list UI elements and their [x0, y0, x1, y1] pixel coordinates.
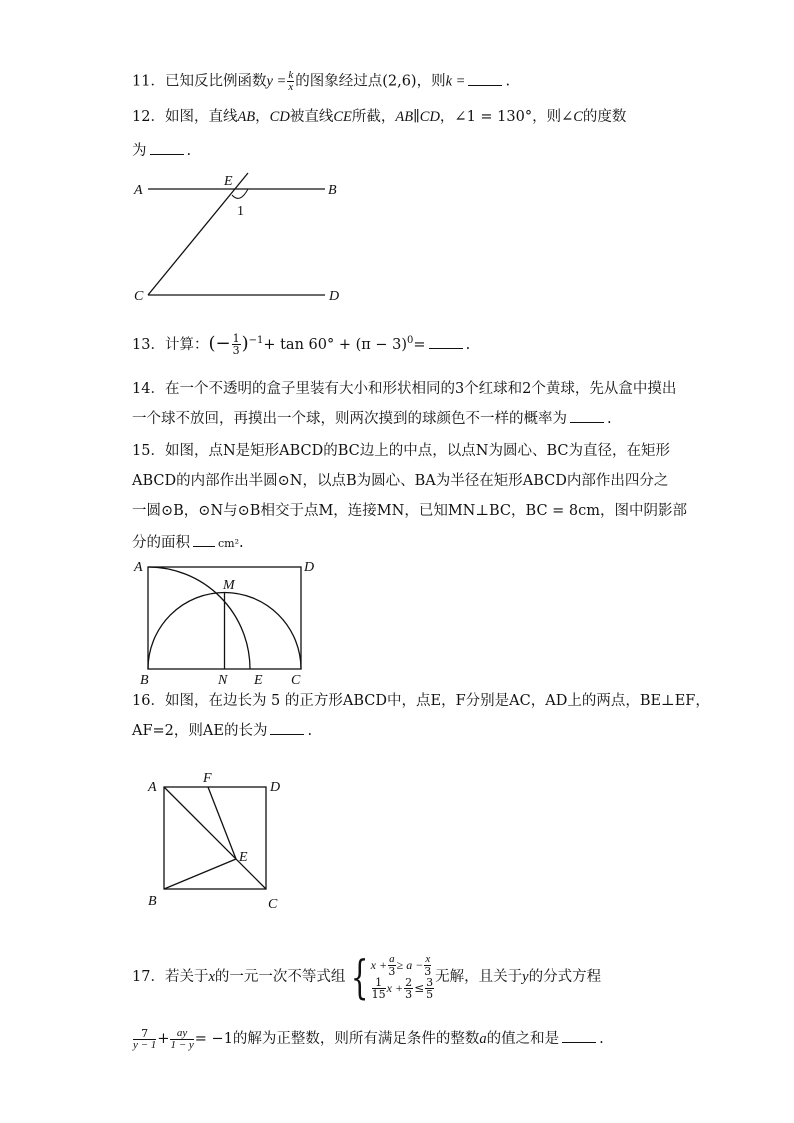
q17-frac-1-15	[372, 977, 386, 1000]
q16-line-1: 如图，在边长为 5 的正方形ABCD中，点E，F分别是AC，AD上的两点，BE⊥EF，	[164, 693, 710, 709]
q17-row-1	[371, 954, 436, 977]
q13-expr-b: )	[241, 332, 249, 354]
question-15-line-3	[132, 500, 687, 522]
q17-frac-a3	[388, 954, 396, 977]
q15-number: 15．	[132, 443, 165, 459]
figure-12	[128, 168, 358, 308]
q12-period: .	[186, 143, 192, 159]
q14-line-1: 在一个不透明的盒子里装有大小和形状相同的3个红球和2个黄球，先从盒中摸出	[164, 381, 677, 397]
q12-text-1: 如图，直线	[164, 109, 238, 125]
q13-expr-c: + tan 60° + (π − 3)	[263, 336, 408, 353]
figure-15	[130, 558, 325, 686]
q11-text-1: 已知反比例函数	[164, 73, 267, 90]
q13-frac-den: 3	[232, 344, 240, 358]
q17-frac-3-5	[425, 977, 434, 1000]
q12-angle-1: ∠1 = 130°	[454, 109, 533, 125]
label-b: B	[148, 894, 157, 909]
q17-frac-3c: 3	[405, 988, 413, 1001]
q12-answer-blank[interactable]	[150, 140, 184, 155]
label-f: F	[203, 771, 212, 786]
q14-answer-blank[interactable]	[570, 408, 604, 423]
question-12	[132, 106, 626, 128]
q15-period: .	[239, 535, 244, 551]
q12-parallel: AB∥CD	[395, 109, 440, 125]
q17-frac-ay-num: ay	[170, 1028, 193, 1040]
q14-number: 14．	[132, 381, 165, 397]
q15-line-4a: 分的面积	[132, 535, 190, 551]
question-15-line-4	[132, 532, 244, 555]
q13-period: .	[465, 336, 471, 353]
q17-frac-5: 5	[426, 988, 434, 1001]
q12-ab: AB	[237, 109, 256, 125]
q17-text-3: 无解，且关于	[435, 969, 523, 985]
q17-eq: = −1	[194, 1031, 233, 1047]
q11-y-eq: y =	[266, 73, 287, 90]
label-d: D	[329, 289, 340, 304]
label-c: C	[134, 289, 144, 304]
q13-expr-d: =	[413, 336, 426, 353]
question-17-line-2	[132, 1024, 604, 1054]
q17-frac-a: a	[389, 953, 395, 965]
q16-line-2: AF=2，则AE的长为	[132, 723, 268, 739]
q15-line-3: 一圆⊙B，⊙N与⊙B相交于点M，连接MN，已知MN⊥BC，BC = 8cm，图中阴影部	[132, 503, 687, 519]
q17-period: .	[599, 1031, 604, 1047]
q17-plus: +	[157, 1031, 170, 1047]
q11-k-eq: k =	[445, 73, 466, 90]
q17-frac-7-den: y − 1	[133, 1038, 157, 1051]
q13-fraction	[232, 333, 241, 356]
q17-number: 17．	[132, 969, 165, 985]
label-b: B	[140, 673, 149, 686]
label-e: E	[239, 850, 248, 865]
q17-frac-x3	[424, 954, 431, 977]
q13-expr-a: (−	[208, 332, 231, 354]
q17-frac-x: x	[425, 953, 431, 965]
q13-frac-num: 1	[232, 332, 240, 346]
label-a: A	[134, 560, 143, 575]
q12-text-5: ，则	[532, 109, 562, 125]
q11-text-2: 的图象经过点	[295, 73, 383, 90]
q12-text-7: 为	[132, 143, 147, 159]
q12-sep: ，	[255, 109, 270, 125]
q11-fraction	[287, 70, 294, 93]
q13-text-1: 计算：	[164, 336, 209, 353]
q17-frac-15: 15	[371, 988, 386, 1001]
question-16-line-2	[132, 720, 312, 742]
q17-r1a: x +	[370, 958, 388, 972]
q17-frac-3d: 3	[426, 976, 434, 989]
q17-r2c: ≤	[414, 981, 425, 995]
q11-frac-den: x	[288, 81, 294, 93]
q16-number: 16．	[132, 693, 165, 709]
q13-exponent-0: 0	[407, 335, 414, 346]
quarter-circle-b	[148, 567, 250, 669]
label-1: 1	[237, 204, 244, 219]
q11-period: .	[505, 73, 511, 90]
label-n: N	[218, 673, 228, 686]
segment-fe	[208, 787, 236, 859]
q17-frac-3b: 3	[424, 965, 432, 978]
q15-answer-blank[interactable]	[193, 532, 215, 547]
q12-number: 12．	[132, 109, 165, 125]
q12-ce: CE	[333, 109, 352, 125]
question-14-line-2	[132, 408, 612, 430]
q13-exponent-neg1: −1	[248, 335, 264, 346]
q15-unit: cm²	[218, 537, 240, 550]
q12-angle-c: ∠C	[561, 109, 583, 125]
q13-answer-blank[interactable]	[429, 334, 463, 349]
question-16	[132, 690, 710, 712]
q17-text-5: 的解为正整数，则所有满足条件的整数	[232, 1031, 480, 1047]
question-15-line-2	[132, 470, 668, 492]
q14-period: .	[607, 411, 612, 427]
q17-text-2: 的一元一次不等式组	[214, 969, 346, 985]
q17-text-4: 的分式方程	[528, 969, 602, 985]
q17-frac-7-num: 7	[133, 1028, 156, 1040]
diagonal-ac	[164, 787, 266, 889]
q11-answer-blank[interactable]	[468, 71, 502, 86]
figure-16	[142, 768, 292, 914]
q17-frac-2: 2	[405, 976, 413, 989]
q17-var-y: y	[522, 969, 529, 985]
question-15	[132, 440, 670, 462]
label-a: A	[148, 780, 157, 795]
q17-frac-1: 1	[372, 977, 386, 989]
label-a: A	[134, 183, 143, 198]
q11-point: (2,6)	[382, 73, 417, 90]
q17-r1b: ≥ a −	[396, 958, 424, 972]
q14-line-2: 一个球不放回，再摸出一个球，则两次摸到的球颜色不一样的概率为	[132, 411, 567, 427]
q15-line-1: 如图，点N是矩形ABCD的BC边上的中点，以点N为圆心、BC为直径，在矩形	[164, 443, 670, 459]
q12-text-2: 被直线	[289, 109, 334, 125]
q12-text-3: 所截，	[351, 109, 396, 125]
question-11	[132, 70, 510, 93]
q11-number: 11．	[132, 73, 165, 90]
q17-frac-3: 3	[388, 965, 396, 978]
label-e: E	[254, 673, 263, 686]
label-e: E	[224, 174, 233, 189]
label-c: C	[291, 673, 301, 686]
question-17	[132, 944, 601, 1010]
q17-answer-blank[interactable]	[562, 1028, 596, 1043]
label-b: B	[328, 183, 337, 198]
q13-number: 13．	[132, 336, 165, 353]
q17-text-6: 的值之和是	[486, 1031, 560, 1047]
q11-text-3: ，则	[416, 73, 446, 90]
q12-text-6: 的度数	[582, 109, 627, 125]
q17-frac-ay-den: 1 − y	[170, 1038, 194, 1051]
question-12-line-2	[132, 140, 191, 162]
q17-frac-7	[133, 1028, 156, 1051]
q17-frac-ay	[170, 1028, 193, 1051]
label-c: C	[268, 897, 278, 912]
q11-frac-num: k	[288, 69, 294, 81]
question-14	[132, 378, 676, 400]
q15-line-2: ABCD的内部作出半圆⊙N，以点B为圆心、BA为半径在矩形ABCD内部作出四分之	[132, 473, 669, 489]
q12-text-4: ，	[439, 109, 455, 125]
q17-brace: {	[351, 950, 369, 1004]
q17-var-a: a	[479, 1031, 487, 1047]
line-ce	[148, 173, 248, 295]
q17-var-x: x	[208, 969, 215, 985]
q17-frac-2-3	[404, 977, 413, 1000]
q17-r2b: x +	[386, 981, 404, 995]
q17-text-1: 若关于	[164, 969, 209, 985]
q16-period: .	[307, 723, 313, 739]
label-d: D	[270, 780, 281, 795]
q17-system	[371, 954, 436, 1000]
label-d: D	[304, 560, 315, 575]
question-13	[132, 330, 470, 356]
q16-answer-blank[interactable]	[270, 720, 304, 735]
q17-row-2	[371, 977, 436, 1000]
q12-cd: CD	[269, 109, 290, 125]
segment-be	[164, 859, 236, 889]
label-m: M	[223, 578, 235, 593]
